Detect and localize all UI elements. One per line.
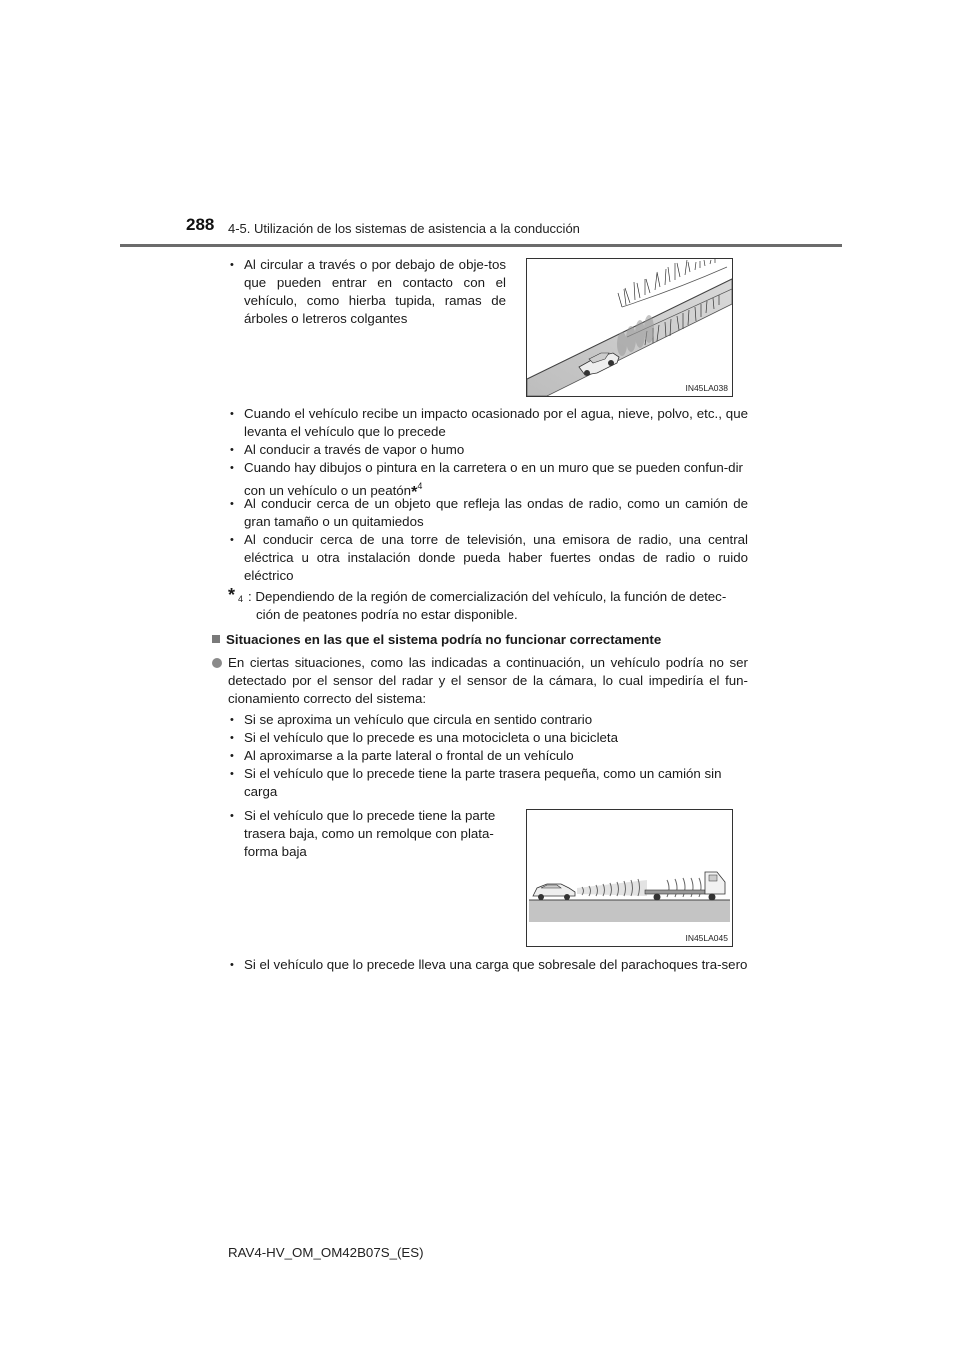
footer-model-code: RAV4-HV_OM_OM42B07S_(ES)	[228, 1245, 424, 1260]
footnote-ref: 4	[417, 481, 423, 491]
page-number: 288	[186, 215, 215, 234]
list-item: • Al conducir cerca de una torre de televisión, una emisora de radio, una central eléctrica u otra instalación donde pueda haber fuertes ondas de radio o ruido eléctrico	[228, 531, 748, 585]
section-heading-text: Situaciones en las que el sistema podría no funcionar correctamente	[226, 632, 662, 647]
header-rule	[120, 244, 842, 247]
circle-bullet-icon	[212, 658, 222, 668]
section-paragraph-text: En ciertas situaciones, como las indicadas a continuación, un vehículo podría no ser detectado por el sensor del radar y el sensor de la cámara, lo cual impediría el fun-cionamiento correcto del sistema:	[228, 655, 748, 706]
list-item: • Si el vehículo que lo precede tiene la parte trasera pequeña, como un camión sin carga	[228, 765, 748, 801]
list-item: • Si se aproxima un vehículo que circula en sentido contrario	[228, 711, 748, 729]
figure-low-trailer	[526, 809, 733, 947]
figure-grass-overhang	[526, 258, 733, 397]
footnote	[228, 585, 748, 624]
figure-label: IN45LA045	[685, 933, 728, 943]
list-item: • Al aproximarse a la parte lateral o frontal de un vehículo	[228, 747, 748, 765]
figure-label: IN45LA038	[685, 383, 728, 393]
list-item: • Si el vehículo que lo precede tiene la parte trasera baja, como un remolque con plata-forma baja	[228, 807, 508, 861]
section-paragraph	[212, 654, 748, 708]
footnote-text-continued: ción de peatones podría no estar disponible.	[256, 607, 518, 622]
footnote-ref-star: *	[411, 484, 418, 501]
car-under-overhanging-grass-illustration	[527, 259, 732, 396]
list-item-text: Cuando hay dibujos o pintura en la carretera o en un muro que se pueden confun-dir con un vehículo o un peatón	[244, 460, 743, 498]
list-item: • Al conducir cerca de un objeto que refleja las ondas de radio, como un camión de gran tamaño o un quitamiedos	[228, 495, 748, 531]
footnote-number: 4	[238, 594, 244, 604]
list-item: • Cuando el vehículo recibe un impacto ocasionado por el agua, nieve, polvo, etc., que levanta el vehículo que lo precede	[228, 405, 748, 441]
footnote-text: : Dependiendo de la región de comercialización del vehículo, la función de detec-	[248, 589, 727, 604]
section-title: 4-5. Utilización de los sistemas de asistencia a la conducción	[228, 221, 580, 236]
list-item: • Al circular a través o por debajo de obje-tos que pueden entrar en contacto con el vehículo, como hierba tupida, ramas de árboles o letreros colgantes	[228, 256, 506, 328]
square-bullet-icon	[212, 635, 220, 643]
car-following-low-trailer-illustration	[527, 810, 732, 946]
section-heading	[212, 632, 661, 647]
list-item: • Si el vehículo que lo precede lleva una carga que sobresale del parachoques tra-sero	[228, 956, 748, 974]
list-item: • Si el vehículo que lo precede es una motocicleta o una bicicleta	[228, 729, 748, 747]
footnote-marker: *	[228, 585, 236, 605]
list-item: • Al conducir a través de vapor o humo	[228, 441, 748, 459]
